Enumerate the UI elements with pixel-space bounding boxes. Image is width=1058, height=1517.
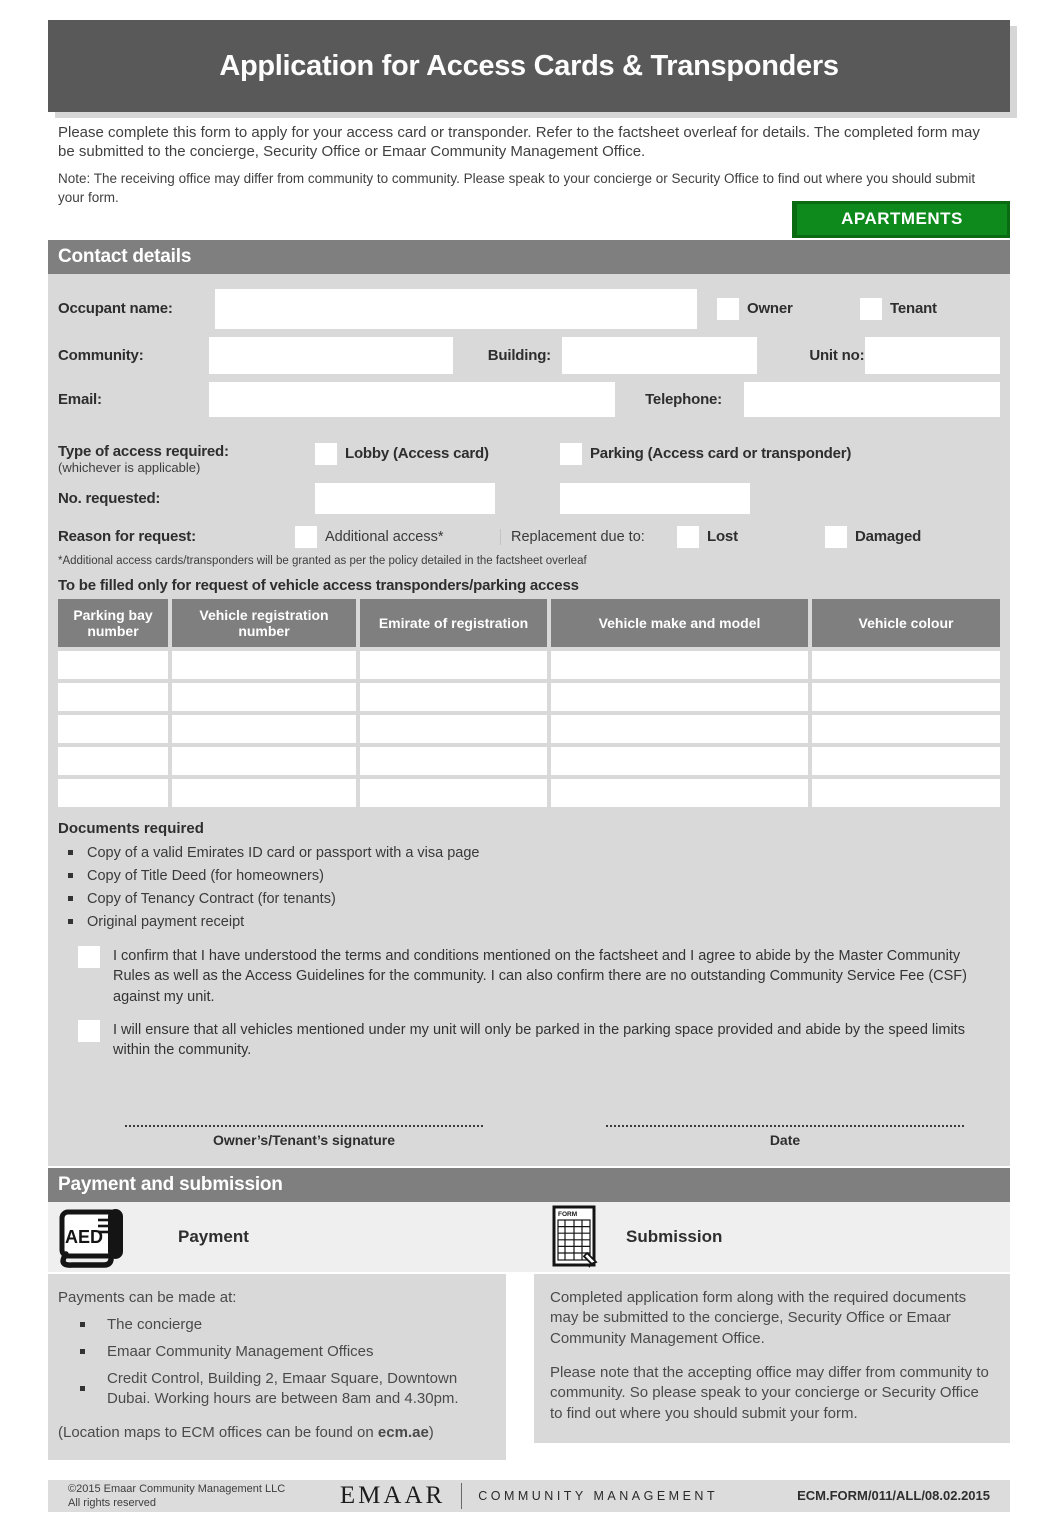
document-item-text: Copy of a valid Emirates ID card or passport with a visa page	[87, 845, 480, 862]
unit-no-input[interactable]	[865, 337, 1000, 374]
col-header-make-model: Vehicle make and model	[551, 599, 808, 647]
date-label: Date	[769, 1131, 801, 1148]
parking-confirmation-checkbox[interactable]	[78, 1020, 100, 1042]
vehicle-table-cell[interactable]	[551, 683, 808, 711]
application-form-page	[0, 20, 1058, 1517]
copyright-block	[68, 1482, 318, 1511]
vehicle-table	[58, 599, 1000, 807]
form-reference-number: ECM.FORM/011/ALL/08.02.2015	[797, 1488, 990, 1504]
access-type-label: Type of access required:	[58, 442, 229, 460]
location-note-prefix: (Location maps to ECM offices can be found on	[58, 1424, 378, 1442]
vehicle-table-cell[interactable]	[58, 651, 168, 679]
damaged-label: Damaged	[855, 528, 922, 546]
bullet-square-icon	[68, 873, 73, 878]
location-note-suffix: )	[428, 1424, 434, 1442]
community-label: Community:	[58, 346, 144, 364]
damaged-checkbox[interactable]	[825, 526, 847, 548]
additional-access-checkbox[interactable]	[295, 526, 317, 548]
vehicle-table-cell[interactable]	[812, 747, 1000, 775]
payment-location-text: The concierge	[107, 1316, 203, 1334]
aed-receipt-icon	[56, 1206, 132, 1268]
additional-access-footnote: *Additional access cards/transponders will be granted as per the policy detailed in the factsheet overleaf	[58, 554, 587, 567]
document-item-text: Original payment receipt	[87, 914, 245, 931]
document-item	[58, 888, 1000, 911]
payment-submission-info	[48, 1274, 1010, 1460]
lobby-quantity-input[interactable]	[315, 483, 495, 514]
copyright-line-2: All rights reserved	[68, 1496, 157, 1509]
community-row	[58, 337, 1000, 374]
apartments-badge: APARTMENTS	[792, 201, 1010, 238]
form-body-panel	[48, 274, 1010, 1166]
submission-paragraph-2: Please note that the accepting office may differ from community to community. So please speak to your concierge or Security Office to find out where you should submit your form.	[550, 1363, 989, 1423]
payment-location-item	[58, 1366, 492, 1413]
col-header-parking-bay: Parking bay number	[58, 599, 168, 647]
owner-label: Owner	[747, 300, 793, 318]
vehicle-table-cell[interactable]	[360, 651, 547, 679]
number-requested-row	[58, 483, 1000, 514]
number-requested-label: No. requested:	[58, 489, 161, 507]
email-row	[58, 382, 1000, 417]
terms-confirmation-checkbox[interactable]	[78, 946, 100, 968]
parking-label: Parking (Access card or transponder)	[590, 444, 852, 462]
vehicle-table-cell[interactable]	[172, 651, 356, 679]
access-type-sublabel: (whichever is applicable)	[58, 459, 201, 475]
payment-info-panel	[48, 1274, 506, 1460]
replacement-label: Replacement due to:	[500, 529, 650, 545]
vehicle-table-cell[interactable]	[360, 683, 547, 711]
document-item	[58, 911, 1000, 934]
contact-details-header	[48, 240, 1010, 274]
signature-line[interactable]	[125, 1125, 483, 1127]
footer-bar	[48, 1480, 1010, 1512]
bullet-square-icon	[80, 1349, 85, 1354]
document-item-text: Copy of Tenancy Contract (for tenants)	[87, 891, 336, 908]
page-title: Application for Access Cards & Transponders	[219, 49, 839, 82]
payment-submission-icon-band	[48, 1202, 1010, 1272]
col-header-colour: Vehicle colour	[812, 599, 1000, 647]
tenant-checkbox[interactable]	[860, 298, 882, 320]
bullet-square-icon	[80, 1386, 85, 1391]
parking-confirmation-row	[58, 1020, 1000, 1061]
copyright-line-1: ©2015 Emaar Community Management LLC	[68, 1482, 286, 1495]
submission-paragraph-1: Completed application form along with the required documents may be submitted to the concierge, Security Office or Emaar Community Management Office.	[550, 1288, 967, 1348]
vehicle-table-caption: To be filled only for request of vehicle access transponders/parking access	[58, 576, 579, 594]
ecm-ae-text: ecm.ae	[377, 1424, 429, 1442]
col-header-emirate: Emirate of registration	[360, 599, 547, 647]
payment-title: Payment	[178, 1226, 249, 1246]
access-type-row	[58, 443, 1000, 475]
form-submission-icon	[550, 1205, 602, 1269]
payment-submission-header	[48, 1168, 1010, 1202]
vehicle-table-cell[interactable]	[58, 747, 168, 775]
vehicle-table-cell[interactable]	[360, 747, 547, 775]
document-item-text: Copy of Title Deed (for homeowners)	[87, 868, 324, 885]
vehicle-table-cell[interactable]	[58, 715, 168, 743]
badge-row	[48, 201, 1010, 238]
reason-row	[58, 526, 1000, 548]
community-management-text: COMMUNITY MANAGEMENT	[478, 1488, 719, 1503]
tenant-label: Tenant	[890, 300, 937, 318]
submission-icon-item	[550, 1205, 722, 1269]
payment-location-text: Credit Control, Building 2, Emaar Square, Downtown Dubai. Working hours are between 8am and 4.30pm.	[107, 1369, 459, 1408]
contact-details-title: Contact details	[58, 245, 192, 267]
building-label: Building:	[487, 346, 551, 364]
location-maps-note	[58, 1423, 492, 1444]
payment-submission-title: Payment and submission	[58, 1173, 283, 1195]
owner-checkbox[interactable]	[717, 298, 739, 320]
vehicle-table-cell[interactable]	[812, 683, 1000, 711]
lobby-label: Lobby (Access card)	[345, 444, 489, 462]
vehicle-table-cell[interactable]	[58, 683, 168, 711]
vehicle-table-cell[interactable]	[172, 715, 356, 743]
documents-list	[58, 842, 1000, 934]
vehicle-table-cell[interactable]	[551, 747, 808, 775]
email-label: Email:	[58, 390, 102, 408]
payment-icon-item	[48, 1206, 550, 1268]
vehicle-table-cell[interactable]	[58, 779, 168, 807]
document-item	[58, 842, 1000, 865]
lobby-checkbox[interactable]	[315, 443, 337, 465]
logo-divider	[461, 1483, 462, 1509]
vehicle-table-cell[interactable]	[172, 779, 356, 807]
svg-text:FORM: FORM	[558, 1210, 578, 1218]
payment-location-item	[58, 1339, 492, 1366]
signature-block	[125, 1125, 483, 1148]
vehicle-table-cell[interactable]	[812, 651, 1000, 679]
unit-no-label: Unit no:	[809, 346, 865, 364]
form-title-bar	[48, 20, 1010, 112]
occupant-name-label: Occupant name:	[58, 300, 173, 318]
telephone-label: Telephone:	[645, 390, 722, 408]
payment-location-text: Emaar Community Management Offices	[107, 1343, 374, 1361]
vehicle-table-cell[interactable]	[360, 715, 547, 743]
vehicle-table-cell[interactable]	[172, 747, 356, 775]
svg-text:AED: AED	[65, 1226, 104, 1247]
bullet-square-icon	[68, 850, 73, 855]
intro-paragraph: Please complete this form to apply for your access card or transponder. Refer to the factsheet overleaf for details. The completed form may be submitted to the concierge, Security Office or Emaar Community Management Office.	[58, 124, 980, 161]
occupant-name-input[interactable]	[215, 289, 697, 329]
terms-confirmation-row	[58, 946, 1000, 1008]
bullet-square-icon	[68, 896, 73, 901]
vehicle-table-cell[interactable]	[551, 715, 808, 743]
document-item	[58, 865, 1000, 888]
payment-locations-list	[58, 1312, 492, 1413]
building-input[interactable]	[562, 337, 757, 374]
telephone-input[interactable]	[744, 382, 1000, 417]
lost-checkbox[interactable]	[677, 526, 699, 548]
submission-title: Submission	[626, 1226, 723, 1246]
date-block	[606, 1125, 964, 1148]
signature-label: Owner’s/Tenant’s signature	[212, 1131, 396, 1148]
signature-row	[58, 1125, 1000, 1152]
parking-confirmation-text: I will ensure that all vehicles mentioned under my unit will only be parked in the parking space provided and abide by the speed limits within the community.	[113, 1021, 965, 1059]
bullet-square-icon	[80, 1322, 85, 1327]
bullet-square-icon	[68, 919, 73, 924]
vehicle-table-cell[interactable]	[812, 779, 1000, 807]
community-input[interactable]	[209, 337, 453, 374]
vehicle-table-cell[interactable]	[172, 683, 356, 711]
parking-quantity-input[interactable]	[560, 483, 750, 514]
occupant-name-row	[58, 289, 1000, 329]
terms-confirmation-text: I confirm that I have understood the terms and conditions mentioned on the factsheet and I agree to abide by the Master Community Rules as well as the Access Guidelines for the community. I can also confirm there are no outstanding Community Service Fee (CSF) against my unit.	[113, 947, 967, 1005]
payment-info-intro: Payments can be made at:	[58, 1288, 237, 1306]
intro-note: Note: The receiving office may differ from community to community. Please speak to your concierge or Security Office to find out where you should submit your form.	[58, 171, 976, 205]
email-input[interactable]	[209, 382, 615, 417]
reason-label: Reason for request:	[58, 528, 196, 546]
lost-label: Lost	[707, 528, 738, 546]
col-header-registration-number: Vehicle registration number	[172, 599, 356, 647]
vehicle-table-cell[interactable]	[551, 779, 808, 807]
payment-location-item	[58, 1312, 492, 1339]
date-line[interactable]	[606, 1125, 964, 1127]
emaar-logo-text: EMAAR	[339, 1481, 446, 1509]
documents-required-title: Documents required	[58, 819, 204, 837]
vehicle-table-cell[interactable]	[360, 779, 547, 807]
emaar-logo	[318, 1482, 740, 1510]
parking-checkbox[interactable]	[560, 443, 582, 465]
vehicle-table-cell[interactable]	[551, 651, 808, 679]
submission-info-panel	[534, 1274, 1010, 1443]
access-type-label-block	[58, 443, 315, 475]
vehicle-table-cell[interactable]	[812, 715, 1000, 743]
additional-access-label: Additional access*	[325, 528, 444, 545]
